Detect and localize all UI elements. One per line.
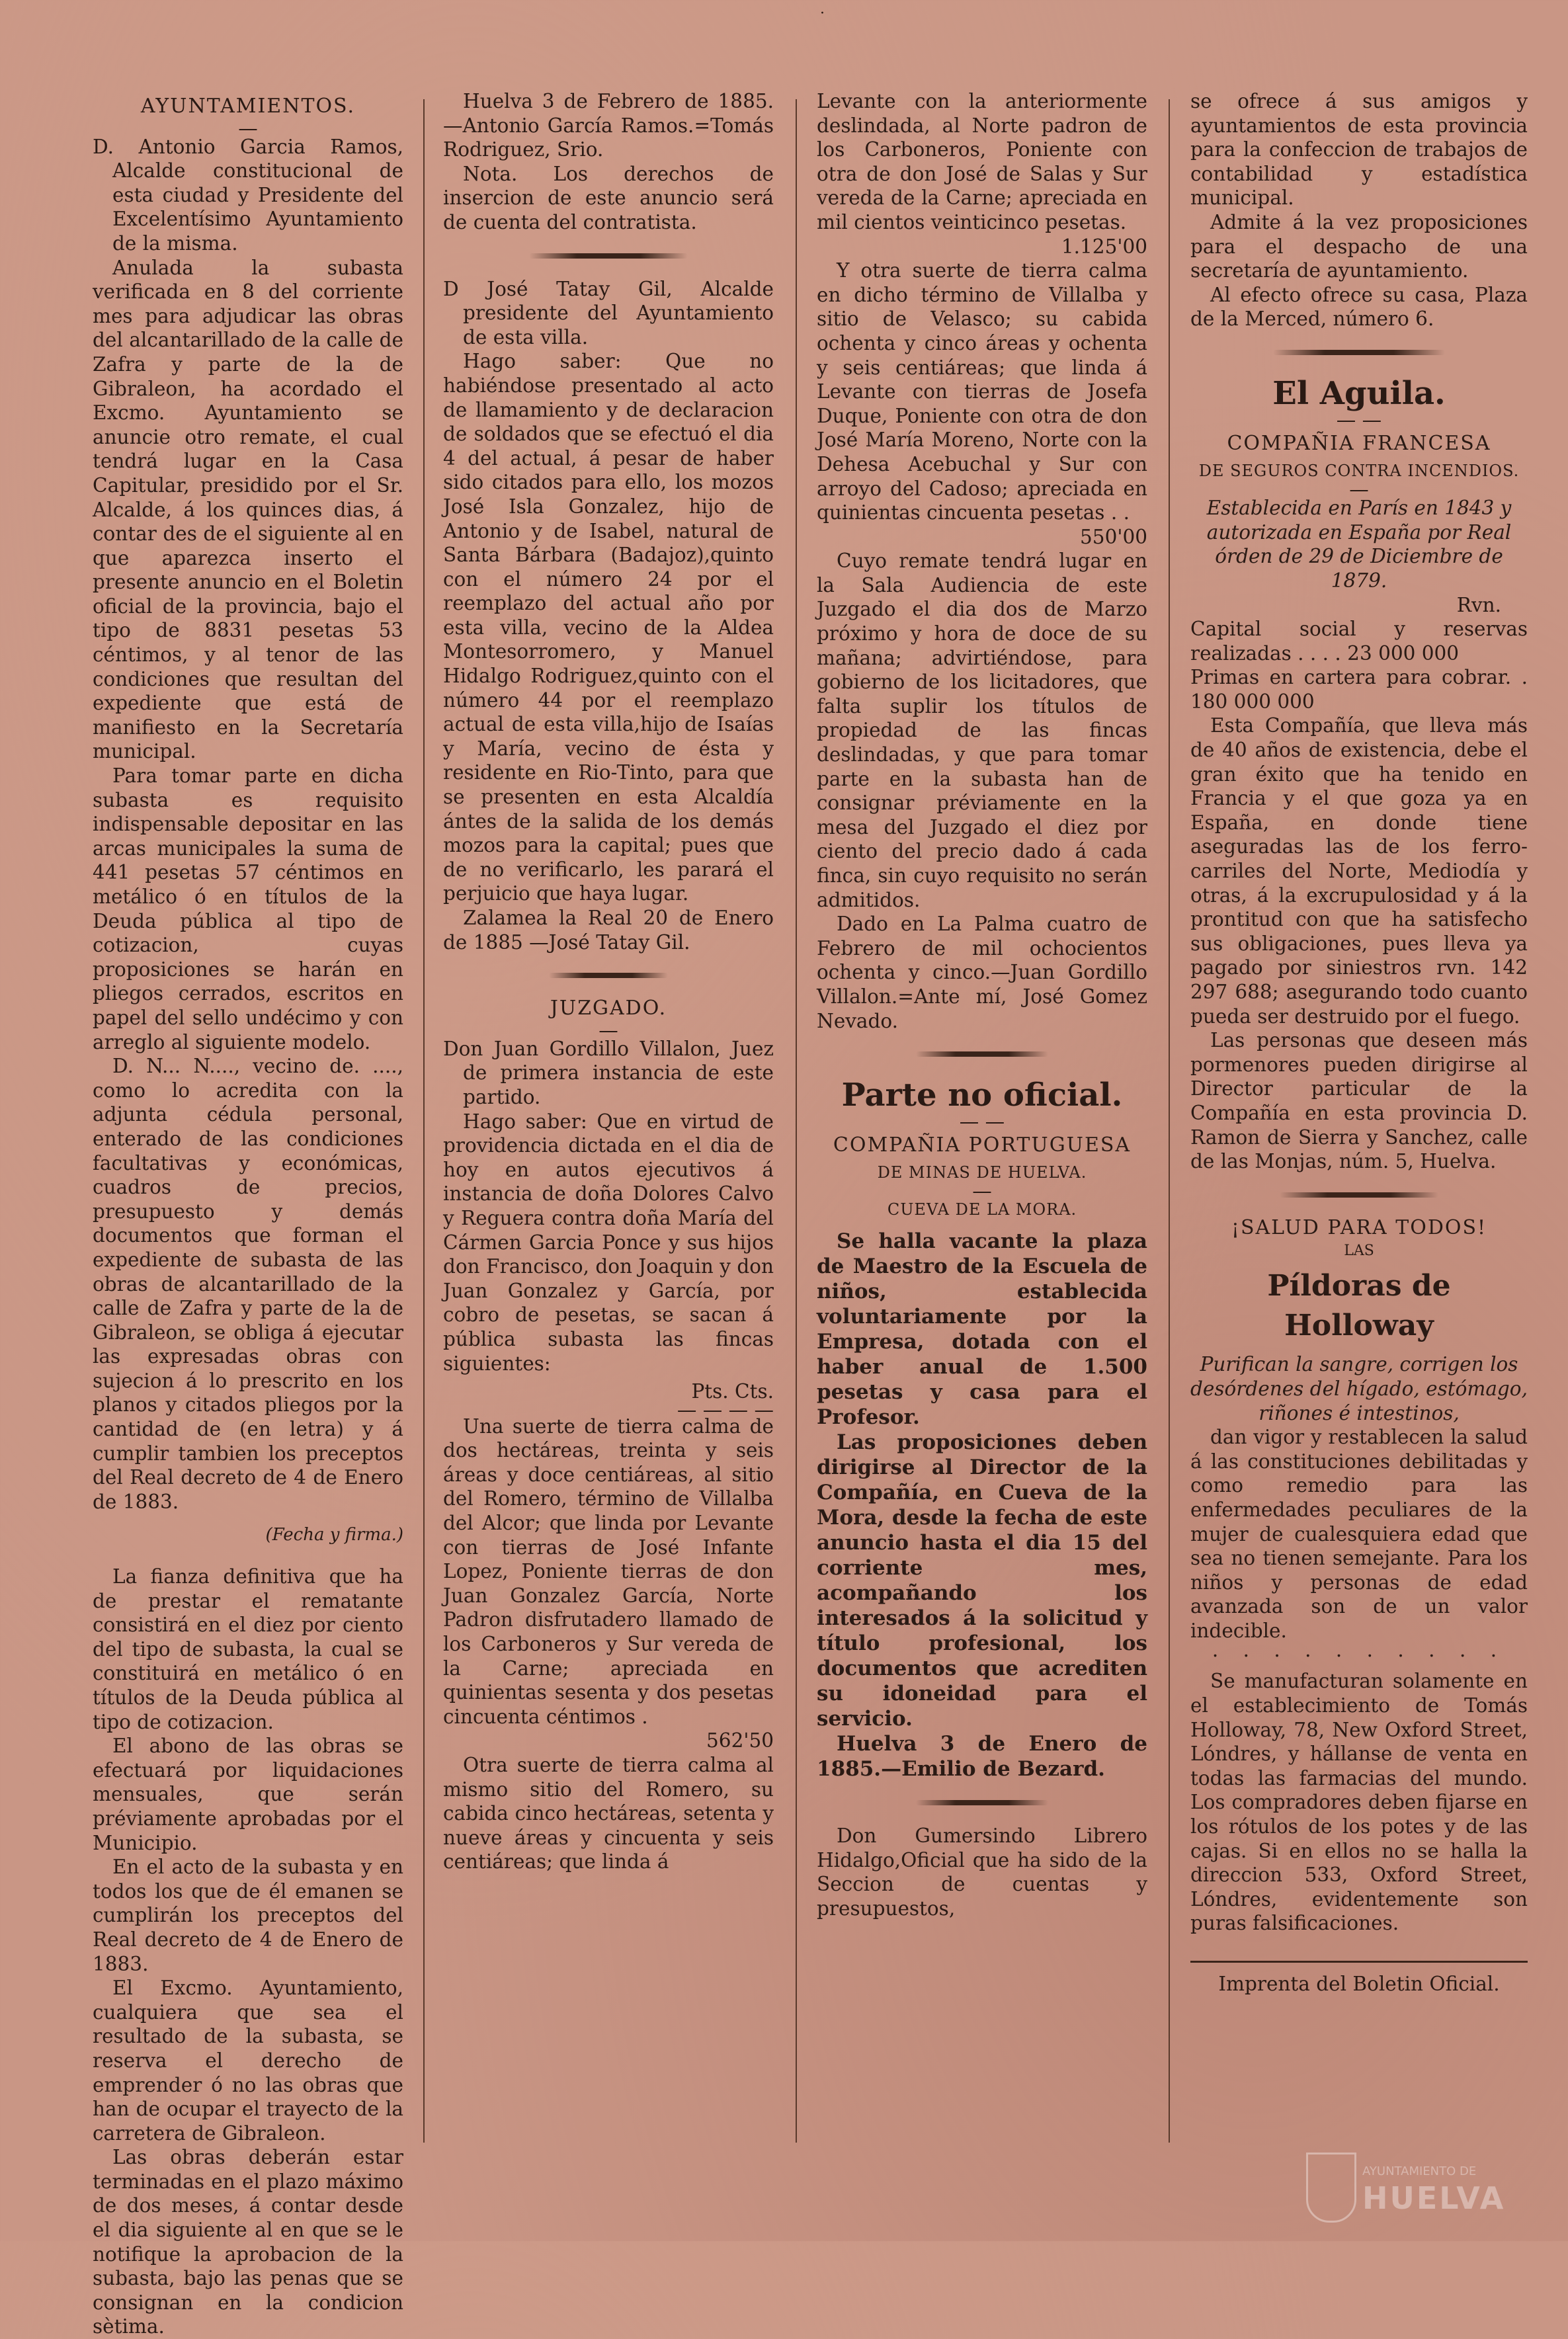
juzgado-heading: JUZGADO. bbox=[550, 997, 667, 1020]
fianza-paragraph: La fianza definitiva que ha de prestar el rematante consistirá en el diez por ciento del tipo de subasta, la cual se constituirá en metálico ó en títulos de la Deuda pública al tipo de cotizacion. bbox=[93, 1565, 403, 1733]
pildoras-heading: Píldoras de Holloway bbox=[1267, 1269, 1451, 1343]
column-1 bbox=[93, 89, 403, 2338]
gumersindo-paragraph: Don Gumersindo Librero Hidalgo,Oficial que ha sido de la Seccion de cuentas y presupuestos, bbox=[817, 1824, 1147, 1920]
logo-line1: AYUNTAMIENTO DE bbox=[1362, 2164, 1477, 2178]
fecha-firma: (Fecha y firma.) bbox=[265, 1525, 403, 1545]
tatay-intro: D José Tatay Gil, Alcalde presidente del Ayuntamiento de esta villa. bbox=[443, 277, 774, 349]
ornament-divider bbox=[1280, 1192, 1438, 1198]
remate-paragraph: Cuyo remate tendrá lugar en la Sala Audiencia de este Juzgado el dia dos de Marzo próximo y hora de doce de su mañana; advirtiéndose, para gobierno de los licitadores, que falta suplir los títulos de propiedad de las fincas deslindadas, y que para tomar parte en la subasta han de consignar préviamente en la mesa del Juzgado el diez por ciento del precio dado á cada finca, sin cuyo requisito no serán admitidos. bbox=[817, 550, 1147, 911]
heading-dash: — — bbox=[1336, 408, 1382, 431]
personas-paragraph: Las personas que deseen más pormenores pueden dirigirse al Director particular de la Compañía en esta provincia D. Ramon de Sierra y Sanchez, calle de las Monjas, núm. 5, Huelva. bbox=[1190, 1029, 1528, 1173]
las-label: LAS bbox=[1344, 1243, 1374, 1260]
imprenta-footer: Imprenta del Boletin Oficial. bbox=[1190, 1961, 1528, 1996]
heading-dash: — bbox=[598, 1018, 618, 1042]
compania-portuguesa-sub: DE MINAS DE HUELVA. bbox=[877, 1163, 1087, 1182]
vacante-paragraph: Se halla vacante la plaza de Maestro de la Escuela de niños, establecida voluntariamente por la Empresa, dotada con el haber anual de 1.500 pesetas y casa para el Profesor. bbox=[817, 1229, 1147, 1429]
ornament-divider bbox=[1273, 350, 1445, 355]
salud-heading: ¡SALUD PARA TODOS! bbox=[1231, 1215, 1487, 1239]
capital-value: 23 000 000 bbox=[1347, 641, 1460, 665]
reserva-paragraph: El Excmo. Ayuntamiento, cualquiera que sea el resultado de la subasta, se reserva el derecho de emprender ó no las obras que han de ocupar el trayecto de la carretera de Gibraleon. bbox=[93, 1977, 403, 2145]
compania-francesa-heading: COMPAÑIA FRANCESA bbox=[1227, 431, 1491, 455]
deposito-paragraph: Para tomar parte en dicha subasta es requisito indispensable depositar en las arcas municipales la suma de 441 pesetas 57 céntimos en metálico ó en títulos de la Deuda pública al tipo de cotizacion, cuyas proposiciones se harán en pliegos cerrados, escritos en papel del sello undécimo y con arreglo al siguiente modelo. bbox=[93, 764, 403, 1053]
heading-dash: — bbox=[1349, 478, 1369, 501]
subasta-fincas-paragraph: Hago saber: Que en virtud de providencia dictada en el dia de hoy en autos ejecutivos á instancia de doña Dolores Calvo y Reguera contra doña María del Cármen Garcia Ponce y sus hijos don Francisco, don Joaquin y don Juan Gonzalez y García, por cobro de pesetas, se sacan á pública subasta las fincas siguientes: bbox=[443, 1110, 774, 1375]
la-palma-signature: Dado en La Palma cuatro de Febrero de mil ochocientos ochenta y cinco.—Juan Gordillo Villalon.=Ante mí, José Gomez Nevado. bbox=[817, 913, 1147, 1032]
acto-paragraph: En el acto de la subasta y en todos los que de él emanen se cumplirán los preceptos del Real decreto de 4 de Enero de 1883. bbox=[93, 1856, 403, 1975]
shield-icon bbox=[1306, 2153, 1356, 2223]
logo-line2: HUELVA bbox=[1362, 2180, 1506, 2216]
huelva-logo-watermark bbox=[1306, 2153, 1506, 2232]
primas-value: 180 000 000 bbox=[1190, 690, 1315, 713]
compania-francesa-sub: DE SEGUROS CONTRA INCENDIOS. bbox=[1198, 461, 1520, 480]
el-aguila-heading: El Aguila. bbox=[1272, 374, 1446, 412]
proposiciones-paragraph: Las proposiciones deben dirigirse al Director de la Compañía, en Cueva de la Mora, desde la fecha de este anuncio hasta el dia 15 del corriente mes, acompañando los interesados á la solicitud y título profesional, los documentos que acrediten su idoneidad para el servicio. bbox=[817, 1430, 1147, 1731]
establecida-text: Establecida en París en 1843 y autorizada en España por Real órden de 29 de Diciembre de 1879. bbox=[1206, 497, 1512, 592]
column-4 bbox=[1190, 89, 1528, 2146]
dotted-divider: · · · · · · · · · · bbox=[1212, 1645, 1506, 1668]
capital-label: Capital social y reservas realizadas . . . . bbox=[1190, 618, 1528, 665]
column-rule-1 bbox=[423, 99, 425, 2143]
ornament-divider bbox=[529, 253, 688, 259]
pts-cts-header: Pts. Cts. bbox=[691, 1380, 774, 1403]
finca-3-paragraph: Y otra suerte de tierra calma en dicho término de Villalba y sitio de Velasco; su cabida ochenta y cinco áreas y ochenta y seis centiáreas; que linda á Levante con tierras de Josefa Duque, Poniente con otra de don José María Moreno, Norte con la Dehesa Acebuchal y Sur con arroyo del Cadoso; apreciada en quinientas cincuenta pesetas . . bbox=[817, 259, 1147, 524]
compania-portuguesa-heading: COMPAÑIA PORTUGUESA bbox=[833, 1133, 1132, 1157]
capital-line bbox=[1190, 617, 1528, 665]
compania-paragraph: Esta Compañía, que lleva más de 40 años de existencia, debe el gran éxito que ha tenido en Francia y el que goza ya en España, en donde tiene aseguradas las de los ferro-carriles del Norte, Mediodía y otras, á la excrupulosidad y á la prontitud con que ha satisfecho sus obligaciones, pues lleva ya pagado por siniestros rvn. 142 297 688; asegurando todo cuanto pueda ser destruido por el fuego. bbox=[1190, 714, 1528, 1028]
ornament-divider bbox=[916, 1800, 1048, 1805]
zalamea-signature: Zalamea la Real 20 de Enero de 1885 —José Tatay Gil. bbox=[443, 907, 774, 954]
ornament-divider bbox=[549, 973, 668, 978]
modelo-paragraph: D. N... N...., vecino de. ...., como lo acredita con la adjunta cédula personal, enterado de las condiciones facultativas y económicas, cuadros de precios, presupuesto y demás documentos que forman el expediente de subasta de las obras de alcantarillado de la calle de Zafra y parte de la de Gibraleon, se obliga á ejecutar las expresadas obras con sujecion á lo prescrito en los planos y citados pliegos por la cantidad de (en letra) y á cumplir tambien los preceptos del Real decreto de 4 de Enero de 1883. bbox=[93, 1055, 403, 1513]
vigor-paragraph: dan vigor y restablecen la salud á las constituciones debilitadas y como remedio para las enfermedades peculiares de la mujer de cualesquiera edad que sea no tienen semejante. Para los niños y personas de edad avanzada son de un valor indecible. bbox=[1190, 1426, 1528, 1642]
gumersindo-continued: se ofrece á sus amigos y ayuntamientos de esta provincia para la confeccion de trabajos de contabilidad y estadística municipal. bbox=[1190, 90, 1528, 210]
finca-2-paragraph: Otra suerte de tierra calma al mismo sitio del Romero, su cabida cinco hectáreas, setenta y nueve áreas y cincuenta y seis centiáreas; que linda á bbox=[443, 1754, 774, 1873]
purifican-text: Purifican la sangre, corrigen los desórdenes del hígado, estómago, riñones é intestinos, bbox=[1190, 1353, 1528, 1424]
abono-paragraph: El abono de las obras se efectuará por liquidaciones mensuales, que serán préviamente aprobadas por el Municipio. bbox=[93, 1735, 403, 1854]
plazo-paragraph: Las obras deberán estar terminadas en el plazo máximo de dos meses, á contar desde el dia siguiente al en que se le notifique la aprobacion de la subasta, bajo las penas que se consignan en la condicion sètima. bbox=[93, 2146, 403, 2338]
finca-1-paragraph: Una suerte de tierra calma de dos hectáreas, treinta y seis áreas y doce centiáreas, al sitio del Romero, término de Villalba del Alcor; que linda por Levante con tierras de José Infante Lopez, Poniente tierras de don Juan Gonzalez García, Norte Padron disfrutadero llamado de los Carboneros y Sur vereda de la Carne; apreciada en quinientas sesenta y dos pesetas cincuenta céntimos . bbox=[443, 1415, 774, 1728]
ornament-divider bbox=[916, 1051, 1048, 1057]
finca-1-amount: 562'50 bbox=[706, 1729, 774, 1752]
bezard-signature: Huelva 3 de Enero de 1885.—Emilio de Bezard. bbox=[817, 1731, 1147, 1781]
manufacturan-paragraph: Se manufacturan solamente en el establecimiento de Tomás Holloway, 78, New Oxford Street, Lóndres, y hállanse de venta en todas las farmacias del mundo. Los compradores deben fijarse en los rótulos de los potes y de las cajas. Si en ellos no se halla la direccion 533, Oxford Street, Lóndres, evidentemente son puras falsificaciones. bbox=[1190, 1670, 1528, 1935]
admite-paragraph: Admite á la vez proposiciones para el despacho de una secretaría de ayuntamiento. bbox=[1190, 210, 1528, 282]
alcalde-intro: D. Antonio Garcia Ramos, Alcalde constitucional de esta ciudad y Presidente del Excelentísimo Ayuntamiento de la misma. bbox=[93, 135, 403, 255]
heading-dash: — bbox=[238, 116, 258, 140]
primas-label: Primas en cartera para cobrar. . bbox=[1190, 666, 1528, 689]
pts-dash: — — — — bbox=[677, 1398, 774, 1421]
column-rule-2 bbox=[796, 99, 797, 2143]
rvn-label: Rvn. bbox=[1456, 593, 1501, 616]
hago-saber-paragraph: Hago saber: Que no habiéndose presentado al acto de llamamiento y de declaracion de soldados que se efectuó el dia 4 del actual, á pesar de haber sido citados para ello, los mozos José Isla Gonzalez, hijo de Antonio y de Isabel, natural de Santa Bárbara (Badajoz),quinto con el número 24 por el reemplazo del actual año por esta villa, vecino de la Aldea Montesorromero, y Manuel Hidalgo Rodriguez,quinto con el número 44 por el reemplazo actual de esta villa,hijo de Isaías y María, vecino de ésta y residente en Rio-Tinto, para que se presenten en esta Alcaldía ántes de la salida de los demás mozos para la capital; pues que de no verificarlo, les parará el perjuicio que haya lugar. bbox=[443, 350, 774, 905]
primas-line bbox=[1190, 665, 1528, 714]
huelva-signature: Huelva 3 de Febrero de 1885. —Antonio García Ramos.=Tomás Rodriguez, Srio. bbox=[443, 90, 774, 161]
efecto-paragraph: Al efecto ofrece su casa, Plaza de la Merced, número 6. bbox=[1190, 283, 1528, 331]
parte-no-oficial-heading: Parte no oficial. bbox=[841, 1077, 1123, 1114]
nota-paragraph: Nota. Los derechos de insercion de este anuncio será de cuenta del contratista. bbox=[443, 162, 774, 233]
juez-intro: Don Juan Gordillo Villalon, Juez de primera instancia de este partido. bbox=[443, 1037, 774, 1108]
top-mark: · bbox=[820, 5, 825, 22]
column-rule-3 bbox=[1169, 99, 1170, 2143]
heading-dash: — bbox=[972, 1180, 992, 1203]
finca-2-amount: 1.125'00 bbox=[1061, 235, 1147, 258]
cueva-location: CUEVA DE LA MORA. bbox=[887, 1200, 1077, 1219]
column-2 bbox=[443, 89, 774, 2146]
finca-2-continued: Levante con la anteriormente deslindada, al Norte padron de los Carboneros, Poniente con otra de don José de Salas y Sur vereda de la Carne; apreciada en mil cientos veinticinco pesetas. bbox=[817, 90, 1147, 233]
subasta-paragraph: Anulada la subasta verificada en 8 del corriente mes para adjudicar las obras del alcantarillado de la calle de Zafra y parte de la de Gibraleon, ha acordado el Excmo. Ayuntamiento se anuncie otro remate, el cual tendrá lugar en la Casa Capitular, presidido por el Sr. Alcalde, á los quinces dias, á contar des de el siguiente al en que aparezca inserto el presente anuncio en el Boletin oficial de la provincia, bajo el tipo de 8831 pesetas 53 céntimos, y al tenor de las condiciones que resultan del expediente que está de manifiesto en la Secretaría municipal. bbox=[93, 256, 403, 763]
heading-dash: — — bbox=[959, 1110, 1005, 1133]
column-3 bbox=[817, 89, 1147, 2146]
ayuntamientos-heading: AYUNTAMIENTOS. bbox=[140, 95, 356, 118]
finca-3-amount: 550'00 bbox=[1080, 525, 1147, 548]
